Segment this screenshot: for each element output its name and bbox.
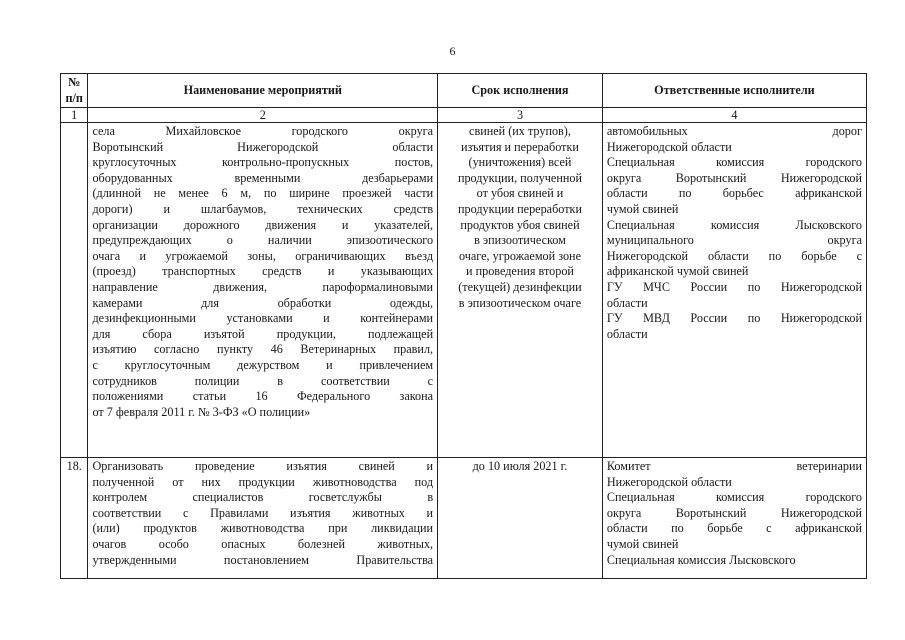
text-line: до 10 июля 2021 г. [472, 459, 568, 473]
responsible-cell [602, 123, 866, 458]
text-line: Нижегородской области [606, 474, 732, 489]
text-line: Нижегородской области [606, 139, 732, 154]
text-line: Нижегородской области по борьбе с [606, 248, 862, 263]
text-line: направление движения, пароформалиновыми [92, 279, 434, 294]
deadline-cell [438, 458, 603, 579]
row-num [61, 123, 88, 458]
responsible-entry [607, 490, 862, 552]
text-line: (длинной не менее 6 м, по ширине проезжей части [92, 186, 434, 201]
responsible-entry [607, 459, 862, 490]
text-line: области по борьбес африканской [606, 186, 862, 201]
text-line: Специальная комиссия Лысковского [606, 217, 862, 232]
text-line: в эпизоотическом [474, 233, 566, 248]
text-line: от 7 февраля 2011 г. № 3-ФЗ «О полиции» [92, 404, 311, 419]
text-line: в эпизоотическом очаге [458, 295, 582, 310]
header-activity: Наименование мероприятий [88, 74, 438, 108]
column-number-row [61, 108, 867, 123]
text-line: (уничтожения) всей [468, 155, 572, 170]
text-line: (проезд) транспортных средств и указывающих [92, 264, 434, 279]
responsible-entry [607, 124, 862, 155]
text-line: Комитет ветеринарии [606, 459, 862, 473]
text-line: полученной от них продукции животноводства под [92, 474, 434, 489]
header-deadline: Срок исполнения [438, 74, 603, 108]
text-line: камерами для обработки одежды, [92, 295, 434, 310]
text-line: области [606, 326, 648, 341]
text-line: предупреждающих о наличии эпизоотического [92, 233, 434, 248]
text-line: положениями статьи 16 Федерального закона [92, 389, 434, 404]
activity-cell [88, 458, 438, 579]
activity-cell [88, 123, 438, 458]
row-num: 18. [61, 458, 88, 579]
text-line: изъятию согласно пункту 46 Ветеринарных правил, [92, 342, 434, 357]
text-line: от убоя свиней и [476, 186, 564, 201]
text-line: с круглосуточным дежурством и привлечением [92, 357, 434, 372]
responsible-entry [607, 553, 862, 569]
text-line: дезинфекционными установками и контейнерами [92, 311, 434, 326]
text-line: Специальная комиссия городского [606, 490, 862, 505]
text-line: соответствии с Правилами изъятия животных и [92, 505, 434, 520]
colnum-3: 3 [438, 108, 603, 123]
text-line: Организовать проведение изъятия свиней и [92, 459, 434, 473]
text-line: (текущей) дезинфекции [458, 279, 582, 294]
text-line: организации дорожного движения и указателей, [92, 217, 434, 232]
text-line: свиней (их трупов), [469, 124, 571, 138]
text-line: ГУ МВД России по Нижегородской [606, 311, 862, 326]
colnum-4: 4 [602, 108, 866, 123]
table-row [61, 458, 867, 579]
text-line: дороги) и шлагбаумов, технических средств [92, 201, 434, 216]
text-line: круглосуточных контрольно-пропускных постов, [92, 155, 434, 170]
text-line: автомобильных дорог [606, 124, 862, 138]
responsible-entry [607, 218, 862, 280]
deadline-cell [438, 123, 603, 458]
text-line: оборудованных временными дезбарьерами [92, 170, 434, 185]
text-line: села Михайловское городского округа [92, 124, 434, 138]
activities-table [60, 73, 867, 579]
text-line: ГУ МЧС России по Нижегородской [606, 279, 862, 294]
text-line: Воротынский Нижегородской области [92, 139, 434, 154]
text-line: продуктов убоя свиней [460, 217, 580, 232]
table-header-row [61, 74, 867, 108]
header-num: № п/п [61, 74, 88, 108]
text-line: округа Воротынский Нижегородской [606, 505, 862, 520]
page-number: 6 [449, 44, 456, 58]
text-line: продукции переработки [457, 201, 582, 216]
text-line: изъятия и переработки [461, 139, 579, 154]
text-line: очаге, угрожаемой зоне [458, 248, 581, 263]
text-line: области по борьбе с африканской [606, 521, 862, 536]
responsible-cell [602, 458, 866, 579]
text-line: чумой свиней [606, 536, 679, 551]
text-line: Специальная комиссия городского [606, 155, 862, 170]
text-line: очага и угрожаемой зоны, ограничивающих въезд [92, 248, 434, 263]
responsible-entry [607, 280, 862, 311]
text-line: и проведения второй [466, 264, 574, 279]
text-line: чумой свиней [606, 201, 679, 216]
responsible-entry [607, 311, 862, 342]
text-line: утвержденными постановлением Правительства [92, 552, 434, 567]
text-line: продукции, полученной [457, 170, 583, 185]
text-line: Специальная комиссия Лысковского [606, 552, 796, 567]
colnum-1: 1 [61, 108, 88, 123]
text-line: для сбора изъятой продукции, подлежащей [92, 326, 434, 341]
table-row [61, 123, 867, 458]
responsible-entry [607, 155, 862, 217]
text-line: контролем специалистов госветслужбы в [92, 490, 434, 505]
header-responsible: Ответственные исполнители [602, 74, 866, 108]
text-line: округа Воротынский Нижегородской [606, 170, 862, 185]
text-line: (или) продуктов животноводства при ликвидации [92, 521, 434, 536]
colnum-2: 2 [88, 108, 438, 123]
text-line: сотрудников полиции в соответствии с [92, 373, 434, 388]
text-line: муниципального округа [606, 233, 862, 248]
text-line: области [606, 295, 648, 310]
text-line: африканской чумой свиней [606, 264, 749, 279]
text-line: очагов особо опасных болезней животных, [92, 536, 434, 551]
